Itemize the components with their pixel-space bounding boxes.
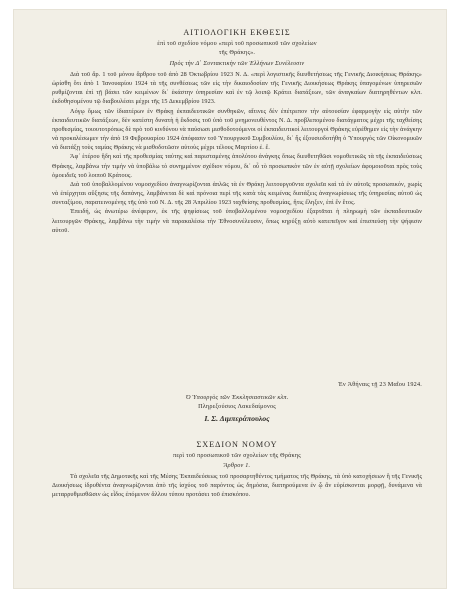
minister-title [52,393,422,411]
report-paragraph-1: Διὰ τοῦ ἄρ. 1 τοῦ μόνου ἄρθρου τοῦ ἀπὸ 28 Ὀκτωβρίου 1923 Ν. Δ. «περὶ λογιστικῆς διευθετήσεως τῆς Γενικῆς Διοικήσεως Θράκης» ὡρίσθη ὅτι ἀπὸ 1 Ἰανουαρίου 1924 τὰ τῆς συνθέσεως τῶν εἰς τὴν δικαιοδοσίαν τῆς Γενικῆς Διοικήσεως Θράκης ὑπαγομένων ὑπηρεσιῶν ρυθμίζονται ἐπὶ τῇ βάσει τῶν κειμένων δι᾽ ἑκάστην ὑπηρεσίαν καὶ ἐν τῷ λοιπῷ Κράτει διατάξεων, τῶν ἀναγκαίων διατηρηθέντων κλπ. ἐκδοθησομένου τῷ διαβουλέσει μέχρι τῆς 15 Δεκεμβρίου 1923. [52,71,422,106]
minister-title-line-1: Ὁ Ὑπουργὸς τῶν Ἐκκλησιαστικῶν κλπ. [185,394,289,401]
report-body [52,70,422,235]
minister-signature: Ι. Σ. Διμπεράπουλος [204,414,270,423]
draft-law-body [52,472,422,499]
article-heading: Ἄρθρον 1. [223,462,251,469]
report-paragraph-4: Διὰ τοῦ ὑποβαλλομένου νομοσχεδίου ἀναγνωρίζονται ἁπλῶς τὰ ἐν Θράκῃ λειτουργοῦντα σχολεῖα καὶ τὰ ἐν αὐτοῖς προσωπικόν, χωρὶς νὰ ἐπέρχηται αὔξησις τῆς δαπάνης, λαμβάνεται δὲ καὶ πρόνοια περὶ τῆς κατὰ τὰς κειμένας διατάξεις ἀναγνωρίσεως τῆς ὑπηρεσίας αὐτοῦ ὡς συνταξίμου, παρατεινομένης τῆς ὑπὸ τοῦ Ν. Δ. τῆς 28 Ἀπριλίου 1923 ταχθείσης προθεσμίας, ἥτις ἔληξεν, ἐπὶ ἓν ἔτος. [52,180,422,207]
report-paragraph-2: Λόγῳ ὅμως τῶν ἰδιαιτέρων ἐν Θράκῃ ἐκπαιδευτικῶν συνθηκῶν, αἵτινες δὲν ἐπέτρεπον τὴν αὐτουσίαν ἐφαρμογὴν εἰς αὐτὴν τῶν ἐκπαιδευτικῶν διατάξεων, δὲν κατέστη δυνατὴ ἡ ἔκδοσις τοῦ ὑπὸ τοῦ μνημονευθέντος Ν. Δ. προβλεπομένου διατάγματος μέχρι τῆς ταχθείσης προθεσμίας, τοιουτοτρόπως δὲ πρὸ τοῦ κινδύνου νὰ παύσωσι μισθοδοτούμενοι οἱ ἐκπαιδευτικοὶ λειτουργοὶ Θράκης εὑρέθημεν εἰς τὴν ἀνάγκην νὰ προκαλέσωμεν τὴν ἀπὸ 19 Φεβρουαρίου 1924 ἀπόφασιν τοῦ Ὑπουργικοῦ Συμβουλίου, δι᾽ ἧς ἐξουσιοδοτήθη ὁ Ὑπουργὸς τῶν Οἰκονομικῶν νὰ διατάξῃ τοὺς ταμίας Θράκης νὰ μισθοδοτῶσιν αὐτοὺς μέχρι τέλους Μαρτίου ἐ. ἔ. [52,107,422,152]
report-subtitle-line-2: τῆς Θράκης». [218,49,256,56]
minister-title-line-2: Πληρεξούσιος Λακεδαίμονος [198,403,276,410]
document-page [14,10,446,588]
article-1-text: Τὰ σχολεῖα τῆς Δημοτικῆς καὶ τῆς Μέσης Ἐκπαιδεύσεως τοῦ προσαρτηθέντος τμήματος τῆς Θράκης, τὰ ὑπὸ κατοχήσεων ἢ τῆς Γενικῆς Διοικήσεως ἱδρυθέντα ἀναγνωρίζονται ἀπὸ τῆς ἰσχύος τοῦ παρόντος ὡς δημόσια, διατηρούμενα ἐν ᾧ ἂν εὑρίσκονται μορφῇ, δυνάμενα νὰ μεταρρυθμισθῶσιν ὡς εἶδος ἐπόμενον ἄλλου τύπου προτάσει τοῦ ἐπισκόπου. [52,473,422,499]
report-date: Ἐν Ἀθήναις τῇ 23 Μαΐου 1924. [338,381,422,388]
report-subtitle-line-1: ἐπὶ τοῦ σχεδίου νόμου «περὶ τοῦ προσωπικοῦ τῶν σχολείων [157,40,317,47]
report-paragraph-3: Ἀφ᾽ ἑτέρου ἤδη καὶ τῆς προθεσμίας ταύτης καὶ παρισταμένης ἀπολύτου ἀνάγκης ὅπως διευθετηθῶσι νομοθετικῶς τὰ τῆς ἐκπαιδεύσεως Θράκης, λαμβάνω τὴν τιμὴν νὰ ὑποβάλω τὸ συνημμένον σχέδιον νόμου, δι᾽ οὗ τὸ προσωπικὸν τῶν ἐν αὐτῇ σχολείων ἀφομοιοῦται πρὸς τοὺς ὁμοειδεῖς τοῦ λοιποῦ Κράτους. [52,153,422,179]
report-subtitle [52,39,422,57]
report-title: ΑΙΤΙΟΛΟΓΙΚΗ ΕΚΘΕΣΙΣ [183,28,291,37]
draft-law-title: ΣΧΕΔΙΟΝ ΝΟΜΟΥ [196,440,278,449]
draft-law-subtitle: περὶ τοῦ προσωπικοῦ τῶν σχολείων τῆς Θράκης [173,452,301,459]
report-paragraph-5: Ἐπειδή, ὡς ἀνωτέρω ἀνέφερον, ἐκ τῆς ψηφίσεως τοῦ ὑποβαλλομένου νομοσχεδίου ἐξαρτᾶται ἡ πληρωμὴ τῶν ἐκπαιδευτικῶν λειτουργῶν Θράκης, λαμβάνω τὴν τιμὴν νὰ παρακαλέσω τὴν Ἐθνοσυνέλευσιν, ὅπως κηρύξῃ αὐτὸ κατεπεῖγον καὶ ἐπισπεύσῃ τὴν ψήφισιν αὐτοῦ. [52,208,422,234]
report-address: Πρὸς τὴν Δ΄ Συντακτικὴν τῶν Ἑλλήνων Συνέλευσιν [169,60,305,67]
